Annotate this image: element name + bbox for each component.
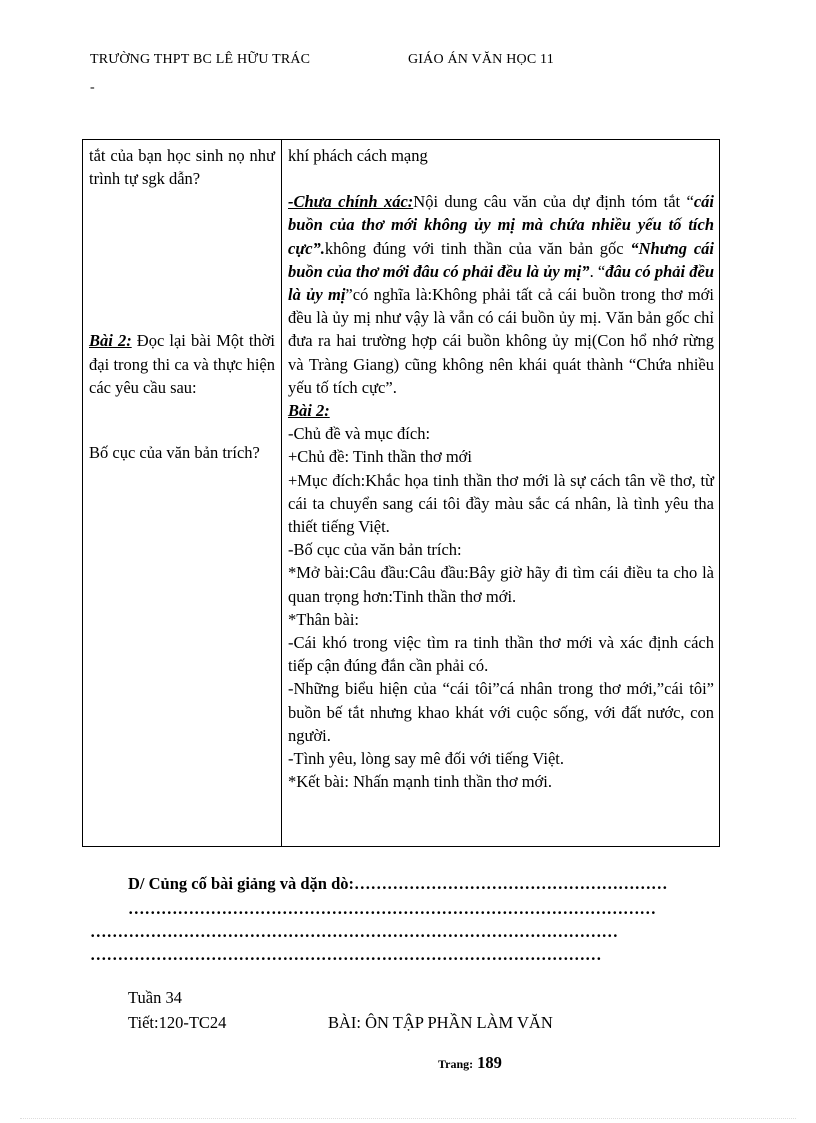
page-label: Trang: — [438, 1057, 474, 1071]
answer-line: *Kết bài: Nhấn mạnh tinh thần thơ mới. — [288, 772, 552, 792]
answer-line: -Chủ đề và mục đích: — [288, 424, 431, 444]
chua-text-4: ”có nghĩa là:Không phải tất cả cái buồn trong thơ mới đều là ủy mị như vậy là vẫn có cái buồn ủy mị. Văn bản gốc chỉ đưa ra hai trường hợp cái buồn không ủy mị(Con hổ nhớ rừng và Tràng Giang) cũng không nên khái quát thành “Chứa nhiều yếu tố tích cực”. — [288, 285, 714, 397]
question-text-1: tắt của bạn học sinh nọ như trình tự sgk dẫn? — [89, 146, 275, 189]
bai2-heading: Bài 2: — [288, 401, 330, 421]
quote-3: đâu có phải đều là ủy mị — [288, 261, 715, 305]
header-dash: - — [90, 80, 95, 95]
answer-column — [288, 144, 714, 793]
lesson-label: Tiết:120-TC24 — [128, 1013, 227, 1032]
quote-1: cái buồn của thơ mới không ủy mị mà chứa nhiều yếu tố tích cực”. — [288, 192, 714, 258]
column-divider — [281, 140, 282, 846]
answer-line-1: khí phách cách mạng — [288, 146, 428, 165]
consolidate-dots: ………………………………………………… — [354, 874, 668, 893]
answer-line: +Mục đích:Khắc họa tinh thần thơ mới là sự cách tân về thơ, từ cái ta chuyển sang cái tôi đầy màu sắc cá nhân, là tình yêu tha thiết tiếng Việt. — [288, 470, 714, 537]
answer-line: -Những biểu hiện của “cái tôi”cá nhân trong thơ mới,”cái tôi” buồn bế tắt nhưng khao khát với cuộc sống, với đất nước, con người. — [288, 679, 714, 745]
dotted-line-1: …………………………………………………………………………………… — [128, 899, 656, 918]
question-column — [89, 144, 275, 464]
answer-line: -Tình yêu, lòng say mê đối với tiếng Việt. — [288, 749, 564, 769]
chua-text-2: không đúng với tinh thần của văn bản gốc — [324, 238, 631, 258]
answer-line: *Thân bài: — [288, 609, 360, 629]
question-bai2 — [89, 329, 275, 399]
dotted-line-2: …………………………………………………………………………………… — [90, 922, 618, 941]
chua-label: -Chưa chính xác: — [288, 192, 414, 212]
quote-2: “Nhưng cái buồn của thơ mới đâu có phải đều là ủy mị” — [288, 238, 714, 281]
lesson-title: BÀI: ÔN TẬP PHẦN LÀM VĂN — [328, 1013, 553, 1032]
answer-line: *Mở bài:Câu đầu:Câu đầu:Bây giờ hãy đi tìm cái điều ta cho là quan trọng hơn:Tinh thần thơ mới. — [288, 563, 714, 606]
lesson-table — [82, 139, 720, 847]
week-label: Tuần 34 — [128, 988, 182, 1007]
chua-text-3: . “ — [589, 261, 606, 281]
answer-line: +Chủ đề: Tinh thần thơ mới — [288, 447, 472, 467]
dotted-line-3: ………………………………………………………………………………… — [90, 945, 602, 964]
header-subject: GIÁO ÁN VĂN HỌC 11 — [408, 52, 554, 67]
bai2-label: Bài 2: — [89, 331, 132, 351]
header-school: TRƯỜNG THPT BC LÊ HỮU TRÁC — [90, 52, 311, 67]
page-number — [438, 1053, 502, 1073]
page-bottom-border — [20, 1118, 796, 1119]
consolidate-label: D/ Củng cố bài giảng và dặn dò: — [128, 874, 355, 893]
page-num: 189 — [477, 1053, 502, 1072]
consolidate-heading — [128, 874, 668, 894]
answer-chua-chinh-xac — [288, 190, 714, 399]
chua-text-1: Nội dung câu văn của dự định tóm tắt “ — [413, 192, 694, 212]
answer-line: -Bố cục của văn bản trích: — [288, 540, 462, 560]
bai2-text: Đọc lại bài Một thời đại trong thi ca và thực hiện các yêu cầu sau: — [89, 331, 275, 397]
question-bocuc: Bố cục của văn bản trích? — [89, 443, 260, 463]
answer-line: -Cái khó trong việc tìm ra tinh thần thơ mới và xác định cách tiếp cận đúng đắn cần phải có. — [288, 633, 714, 676]
